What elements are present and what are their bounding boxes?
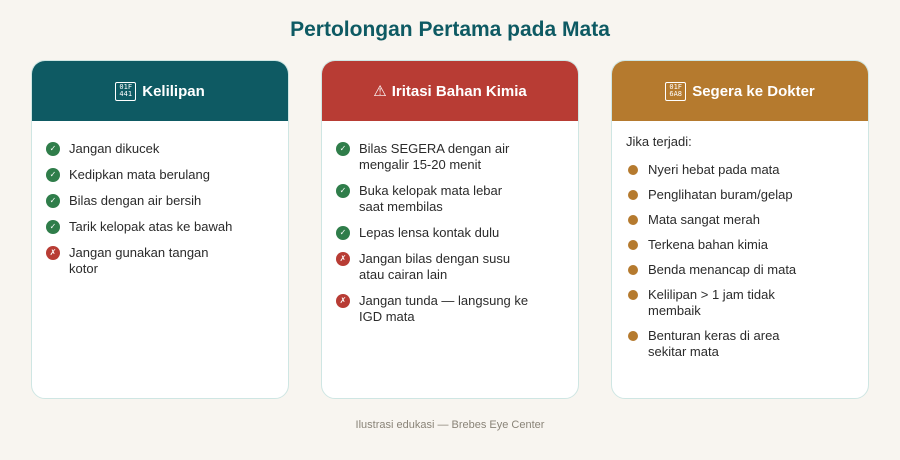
list-item xyxy=(46,167,276,183)
item-text: Benda menancap di mata xyxy=(648,262,797,277)
item-text: Bilas SEGERA dengan air mengalir 15-20 menit xyxy=(359,141,510,172)
list-item xyxy=(626,328,856,360)
card-kelilipan xyxy=(31,60,289,399)
check-icon: ✓ xyxy=(46,168,60,182)
list-item xyxy=(336,225,566,241)
item-text: Buka kelopak mata lebar saat membilas xyxy=(359,183,503,214)
footer-credit: Ilustrasi edukasi — Brebes Eye Center xyxy=(355,419,545,431)
bullet-dot-icon xyxy=(628,190,638,200)
list-item xyxy=(626,237,856,253)
list-item xyxy=(336,293,566,325)
tips-list xyxy=(336,141,566,335)
item-text: Mata sangat merah xyxy=(648,212,761,227)
check-icon: ✓ xyxy=(46,194,60,208)
cross-icon: ✗ xyxy=(336,294,350,308)
item-text: Penglihatan buram/gelap xyxy=(648,187,793,202)
intro-text: Jika terjadi: xyxy=(626,134,692,149)
warning-icon: ⚠ xyxy=(373,83,387,100)
item-text: Benturan keras di area sekitar mata xyxy=(648,328,780,359)
check-icon: ✓ xyxy=(336,184,350,198)
siren-icon: 01F 6A8 xyxy=(665,82,686,101)
item-text: Kelilipan > 1 jam tidak membaik xyxy=(648,287,775,318)
card-iritasi-kimia xyxy=(321,60,579,399)
page-title: Pertolongan Pertama pada Mata xyxy=(290,18,610,41)
cross-icon: ✗ xyxy=(336,252,350,266)
item-text: Jangan gunakan tangan kotor xyxy=(69,245,209,276)
card-heading: Segera ke Dokter xyxy=(692,82,815,100)
list-item xyxy=(46,245,276,277)
list-item xyxy=(626,187,856,203)
bullet-dot-icon xyxy=(628,290,638,300)
list-item xyxy=(626,162,856,178)
cross-icon: ✗ xyxy=(46,246,60,260)
item-text: Nyeri hebat pada mata xyxy=(648,162,780,177)
list-item xyxy=(626,287,856,319)
eye-icon: 01F 441 xyxy=(115,82,136,101)
bullet-dot-icon xyxy=(628,331,638,341)
bullet-dot-icon xyxy=(628,265,638,275)
list-item xyxy=(46,193,276,209)
bullet-dot-icon xyxy=(628,165,638,175)
item-text: Jangan tunda — langsung ke IGD mata xyxy=(359,293,529,324)
list-item xyxy=(46,141,276,157)
list-item xyxy=(626,262,856,278)
card-header xyxy=(32,61,288,121)
list-item xyxy=(336,251,566,283)
item-text: Jangan dikucek xyxy=(69,141,160,156)
card-segera-dokter xyxy=(611,60,869,399)
item-text: Lepas lensa kontak dulu xyxy=(359,225,500,240)
item-text: Bilas dengan air bersih xyxy=(69,193,202,208)
card-heading: Iritasi Bahan Kimia xyxy=(391,82,527,100)
bullet-dot-icon xyxy=(628,240,638,250)
item-text: Jangan bilas dengan susu atau cairan lain xyxy=(359,251,511,282)
check-icon: ✓ xyxy=(46,142,60,156)
list-item xyxy=(626,212,856,228)
bullet-dot-icon xyxy=(628,215,638,225)
check-icon: ✓ xyxy=(46,220,60,234)
card-header xyxy=(322,61,578,121)
card-header xyxy=(612,61,868,121)
check-icon: ✓ xyxy=(336,226,350,240)
list-item xyxy=(336,141,566,173)
list-item xyxy=(336,183,566,215)
check-icon: ✓ xyxy=(336,142,350,156)
tips-list xyxy=(46,141,276,287)
item-text: Terkena bahan kimia xyxy=(648,237,768,252)
card-heading: Kelilipan xyxy=(142,82,205,100)
item-text: Kedipkan mata berulang xyxy=(69,167,210,182)
list-item xyxy=(46,219,276,235)
item-text: Tarik kelopak atas ke bawah xyxy=(69,219,233,234)
symptom-list xyxy=(626,162,856,369)
